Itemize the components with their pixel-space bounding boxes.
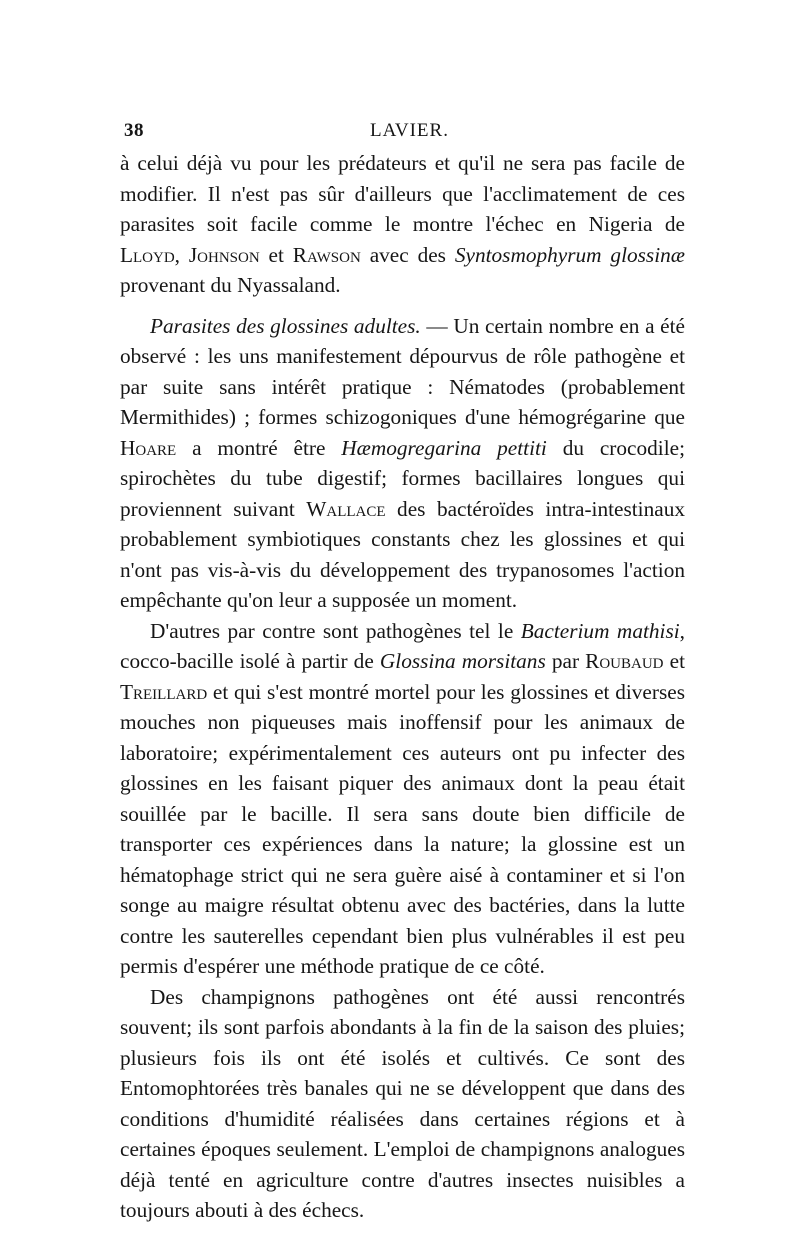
species-name: Hæmogregarina pettiti: [341, 435, 547, 460]
species-name: Syntosmophyrum glossinæ: [454, 242, 685, 267]
paragraph-adult-parasites: Parasites des glossines adultes. — Un certain nombre en a été observé : les uns manifestement dépourvus de rôle pathogène et par suite sans intérêt pratique : Nématodes (probablement Mermithides) ; formes schizogoniques d'une hémogrégarine que Hoare a montré être Hæmogregarina pettiti du crocodile; spirochètes du tube digestif; formes bacillaires longues qui proviennent suivant Wallace des bactéroïdes intra-intestinaux probablement symbiotiques constants chez les glossines et qui n'ont pas vis-à-vis du développement des trypanosomes l'action empêchante qu'on leur a supposée un moment.: [120, 313, 685, 612]
section-heading: Parasites des glossines adultes.: [150, 313, 421, 338]
author-name: Treillard: [120, 679, 208, 704]
running-title: LAVIER.: [370, 120, 449, 141]
running-header: [120, 112, 685, 148]
species-name: Glossina morsitans: [379, 649, 546, 673]
author-name: Johnson: [188, 242, 260, 267]
paragraph-pathogens: D'autres par contre sont pathogènes tel le Bacterium mathisi, cocco-bacille isolé à partir de Glossina morsitans par Roubaud et Treillard et qui s'est montré mortel pour les glossines et diverses mouches non piqueuses mais inoffensif pour les animaux de laboratoire; expérimentalement ces auteurs ont pu infecter des glossines en les faisant piquer des animaux dont la peau était souillée par le bacille. Il sera sans doute bien difficile de transporter ces expériences dans la nature; la glossine est un hématophage strict qui ne sera guère aisé à contaminer et si l'on songe au maigre résultat obtenu avec des bactéries, dans la lutte contre les sauterelles cependant bien plus vulnérables il est peu permis d'espérer une méthode pratique de ce côté.: [120, 618, 685, 978]
author-name: Rawson: [292, 242, 361, 267]
page-number: 38: [124, 120, 144, 141]
book-page: [120, 112, 685, 1226]
paragraph-fungi: Des champignons pathogènes ont été aussi rencontrés souvent; ils sont parfois abondants à la fin de la saison des pluies; plusieurs fois ils ont été isolés et cultivés. Ce sont des Entomophtorées très banales qui ne se développent que dans des conditions d'humidité réalisées dans certaines régions et à certaines époques seulement. L'emploi de champignons analogues déjà tenté en agriculture contre d'autres insectes nuisibles a toujours abouti à des échecs.: [120, 984, 685, 1222]
author-name: Hoare: [120, 435, 177, 460]
body-text: [120, 148, 685, 1226]
author-name: Roubaud: [585, 649, 664, 673]
author-name: Wallace: [306, 496, 386, 521]
paragraph-continuation: à celui déjà vu pour les prédateurs et qu'il ne sera pas facile de modifier. Il n'est pas sûr d'ailleurs que l'acclimatement de ces parasites soit facile comme le montre l'échec en Nigeria de Lloyd, Johnson et Rawson avec des Syntosmophyrum glossinæ provenant du Nyassaland.: [120, 151, 685, 297]
species-name: Bacterium mathisi: [520, 618, 680, 643]
author-name: Lloyd: [120, 242, 175, 267]
